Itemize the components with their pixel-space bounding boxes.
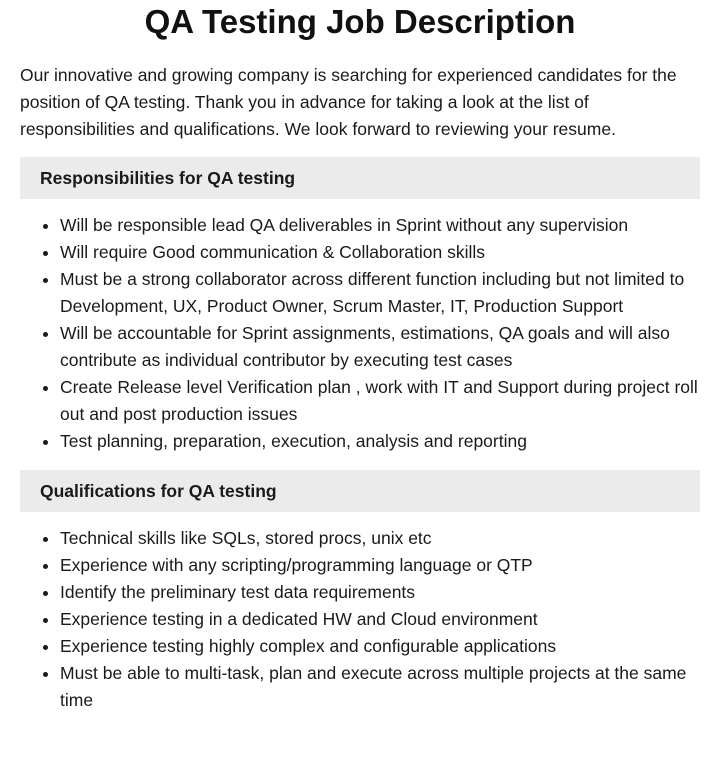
list-item: • Will require Good communication & Collaboration skills [60,239,700,266]
intro-paragraph: Our innovative and growing company is searching for experienced candidates for the position of QA testing. Thank you in advance for taking a look at the list of responsibilities and qualifications. We look forward to reviewing your resume. [20,65,677,139]
page-title: QA Testing Job Description [144,3,576,40]
list-item: • Create Release level Verification plan , work with IT and Support during project roll out and post production issues [60,374,700,428]
list-item: • Must be a strong collaborator across different function including but not limited to Development, UX, Product Owner, Scrum Master, IT, Production Support [60,266,700,320]
list-item: • Must be able to multi-task, plan and execute across multiple projects at the same time [60,660,700,714]
qualifications-heading: Qualifications for QA testing [20,470,700,512]
responsibilities-list [20,212,700,455]
responsibilities-heading: Responsibilities for QA testing [20,157,700,199]
list-item: • Will be responsible lead QA deliverables in Sprint without any supervision [60,212,700,239]
list-item: • Test planning, preparation, execution, analysis and reporting [60,428,700,455]
list-item: • Identify the preliminary test data requirements [60,579,700,606]
list-item: • Experience with any scripting/programming language or QTP [60,552,700,579]
list-item: • Experience testing highly complex and configurable applications [60,633,700,660]
list-item: • Experience testing in a dedicated HW and Cloud environment [60,606,700,633]
qualifications-list [20,525,700,714]
list-item: • Will be accountable for Sprint assignments, estimations, QA goals and will also contribute as individual contributor by executing test cases [60,320,700,374]
list-item: • Technical skills like SQLs, stored procs, unix etc [60,525,700,552]
